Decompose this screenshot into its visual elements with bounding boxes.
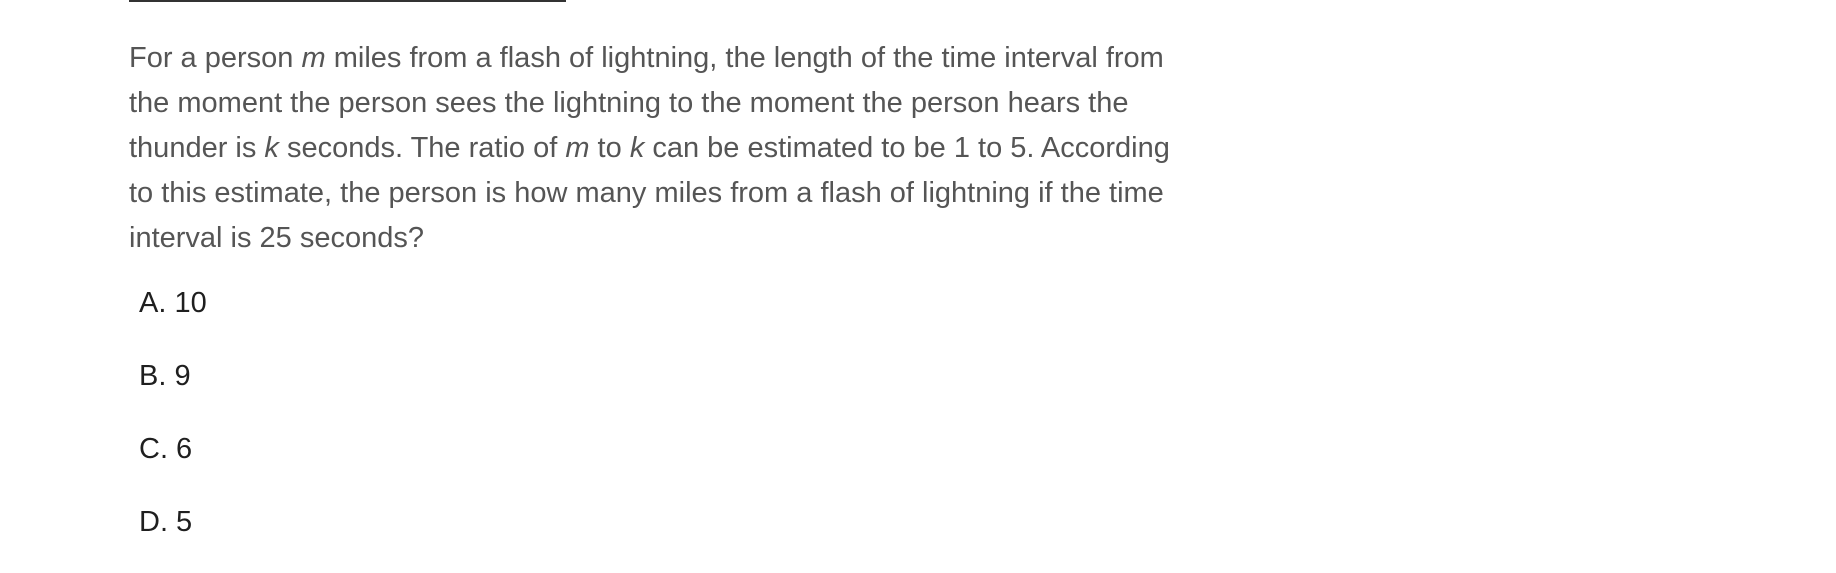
question-text: seconds. The ratio of — [278, 132, 566, 164]
choice-a[interactable]: A. 10 — [139, 287, 207, 319]
variable-m: m — [301, 42, 326, 74]
variable-k: k — [629, 132, 645, 164]
top-divider — [129, 0, 566, 2]
answer-choices — [139, 281, 539, 573]
choice-d[interactable]: D. 5 — [139, 506, 193, 538]
variable-k: k — [264, 132, 279, 164]
choice-b[interactable]: B. 9 — [139, 360, 191, 392]
question-stem — [129, 36, 1199, 261]
choice-c[interactable]: C. 6 — [139, 433, 193, 465]
variable-m: m — [565, 132, 590, 164]
question-text: can be estimated to be 1 to 5. According to this estimate, the person is how many miles from a flash of lightning if the time interval is 25 seconds? — [129, 132, 1170, 254]
question-text: For a person — [129, 42, 302, 74]
question-text: to — [589, 132, 630, 164]
question-text: miles from a flash of lightning, the length of the time interval from the moment the person sees the lightning to the moment the person hears the thunder is — [129, 42, 1164, 164]
